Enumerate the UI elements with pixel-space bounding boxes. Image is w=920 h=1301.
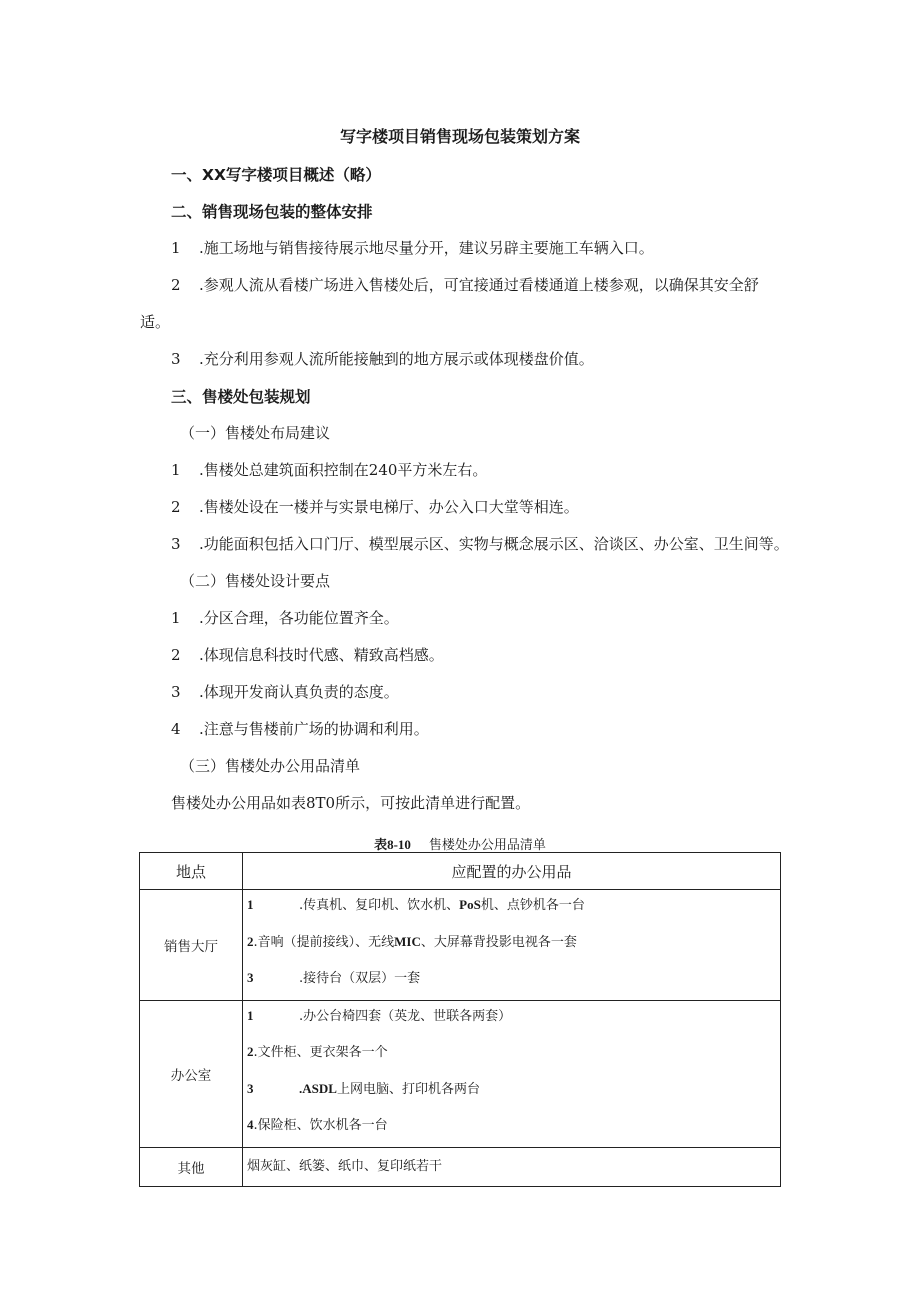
table-intro: 售楼处办公用品如表8T0所示，可按此清单进行配置。 (171, 794, 531, 812)
paragraph-item (171, 459, 487, 480)
item-text: .充分利用参观人流所能接触到的地方展示或体现楼盘价值。 (199, 350, 594, 368)
paragraph-item (171, 274, 759, 295)
subsection-title: （二）售楼处设计要点 (180, 572, 331, 590)
header-place: 地点 (140, 853, 243, 890)
paragraph-item (171, 718, 429, 739)
item-number: 2 (171, 646, 181, 664)
items-cell (243, 890, 781, 1001)
place-cell: 办公室 (140, 1000, 243, 1147)
item-number: 2 (171, 276, 181, 294)
item-text: .体现信息科技时代感、精致高档感。 (199, 646, 444, 664)
table-caption-text: 售楼处办公用品清单 (428, 838, 546, 853)
item-continuation: 适。 (140, 313, 171, 331)
supply-line: 2.音响（提前接线）、无线MIC、大屏幕背投影电视各一套 (247, 933, 577, 950)
item-number: 2 (171, 498, 181, 516)
item-number: 1 (171, 461, 181, 479)
supply-line: 2.文件柜、更衣架各一个 (247, 1044, 388, 1060)
paragraph-item (171, 533, 789, 554)
item-text: .售楼处设在一楼并与实景电梯厅、办公入口大堂等相连。 (199, 498, 579, 516)
section-heading-2: 二、销售现场包装的整体安排 (171, 203, 373, 221)
place-cell: 销售大厅 (140, 890, 243, 1001)
paragraph-item (171, 237, 654, 258)
table-row (140, 1000, 781, 1147)
table-caption-number: 表8-10 (374, 837, 411, 852)
page-title: 写字楼项目销售现场包装策划方案 (339, 127, 580, 146)
supply-line: 4.保险柜、饮水机各一台 (247, 1117, 388, 1133)
item-text: .售楼处总建筑面积控制在240平方米左右。 (199, 461, 488, 479)
table-row (140, 1147, 781, 1186)
supply-line: 1 .传真机、复印机、饮水机、PoS机、点钞机各一台 (247, 897, 585, 913)
item-text: .施工场地与销售接待展示地尽量分开，建议另辟主要施工车辆入口。 (199, 239, 654, 257)
item-text: .参观人流从看楼广场进入售楼处后，可宜接通过看楼通道上楼参观，以确保其安全舒 (199, 276, 759, 294)
item-number: 3 (171, 535, 181, 553)
table-caption (0, 834, 920, 853)
item-text: .体现开发商认真负责的态度。 (199, 683, 399, 701)
item-number: 3 (171, 683, 181, 701)
supply-line: 烟灰缸、纸篓、纸巾、复印纸若干 (247, 1158, 443, 1174)
item-number: 1 (171, 239, 181, 257)
section-heading-1: 一、XX写字楼项目概述（略） (171, 166, 381, 184)
place-cell: 其他 (140, 1147, 243, 1186)
section-heading-3: 三、售楼处包装规划 (171, 388, 311, 406)
supply-line: 1 .办公台椅四套（英龙、世联各两套） (247, 1007, 512, 1024)
paragraph-item (171, 607, 399, 628)
supply-line: 3 .ASDL上网电脑、打印机各两台 (247, 1080, 480, 1097)
item-number: 1 (171, 609, 181, 627)
item-number: 4 (171, 720, 181, 738)
subsection-title: （三）售楼处办公用品清单 (180, 757, 361, 775)
table-row (140, 890, 781, 1001)
item-text: .功能面积包括入口门厅、模型展示区、实物与概念展示区、洽谈区、办公室、卫生间等。 (199, 535, 789, 553)
subsection-title: （一）售楼处布局建议 (180, 424, 331, 442)
supply-line: 3 .接待台（双层）一套 (247, 970, 421, 986)
item-text: .分区合理，各功能位置齐全。 (199, 609, 399, 627)
paragraph-item (171, 681, 399, 702)
header-items: 应配置的办公用品 (243, 853, 781, 890)
items-cell (243, 1147, 781, 1186)
paragraph-item (171, 496, 579, 517)
item-text: .注意与售楼前广场的协调和利用。 (199, 720, 429, 738)
paragraph-item (171, 348, 594, 369)
office-supplies-table (139, 852, 781, 1187)
table-header-row (140, 853, 781, 890)
paragraph-item (171, 644, 444, 665)
item-number: 3 (171, 350, 181, 368)
items-cell (243, 1000, 781, 1147)
